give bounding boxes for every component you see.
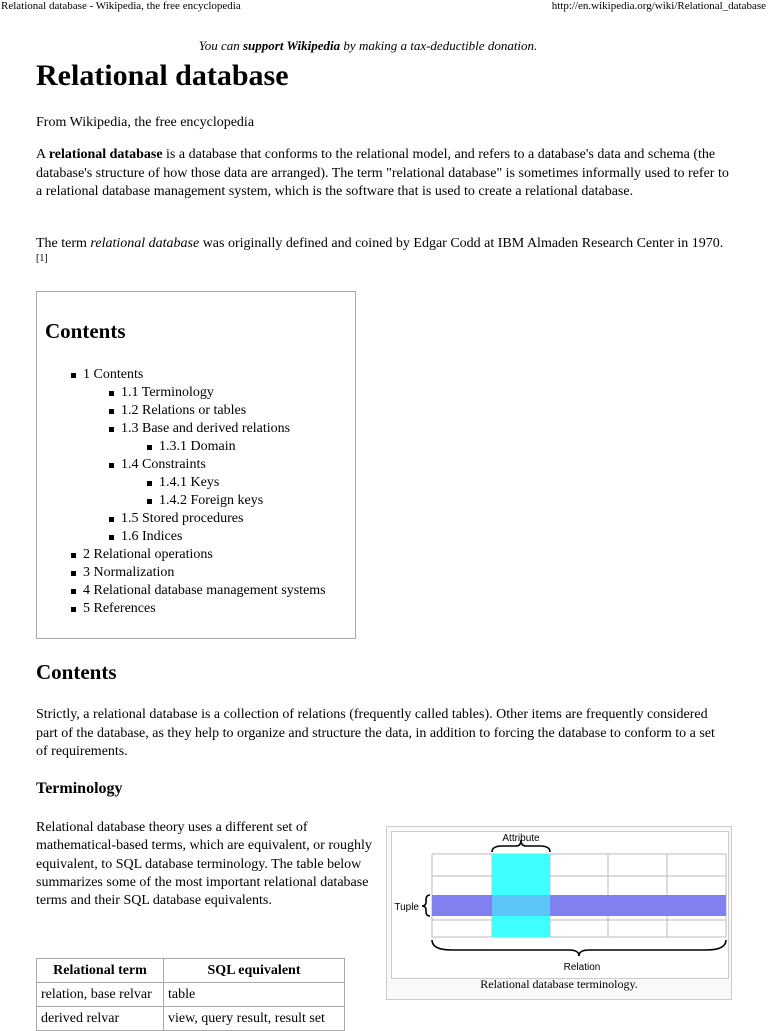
bullet-icon	[109, 463, 114, 468]
attribute-tuple-overlap	[492, 895, 550, 916]
toc-item-label: 1.5 Stored procedures	[121, 511, 244, 526]
reference-link[interactable]: [1]	[36, 252, 48, 264]
bullet-icon	[109, 391, 114, 396]
toc-item-label: 1 Contents	[83, 367, 144, 382]
toc-item-label: 2 Relational operations	[83, 547, 213, 562]
toc-item-label: 1.4.1 Keys	[159, 475, 220, 490]
toc-item-label: 1.4.2 Foreign keys	[159, 493, 264, 508]
print-page-title: Relational database - Wikipedia, the free encyclopedia	[1, 0, 241, 12]
page-title: Relational database	[36, 59, 289, 92]
intro-paragraph-1: A relational database is a database that conforms to the relational model, and refers to a database's data and schema (the database's structure of how those data are arranged). The term "relational database" is sometimes informally used to refer to a relational database management system, which is the software that is used to create a relational database.	[36, 147, 729, 199]
bullet-icon	[109, 517, 114, 522]
term-bold: relational database	[48, 147, 163, 162]
section-contents-paragraph: Strictly, a relational database is a collection of relations (frequently called tables). Other items are frequently considered part of the database, as they help to organize and structure the data, in addition to forcing the database to conform to a set of requirements.	[36, 707, 715, 759]
relation-label: Relation	[563, 962, 601, 973]
relation-diagram	[392, 832, 728, 978]
bullet-icon	[147, 481, 152, 486]
table-row	[37, 1007, 345, 1031]
bullet-icon	[147, 445, 152, 450]
table-of-contents	[36, 291, 356, 639]
figure-caption: Relational database terminology.	[480, 977, 638, 991]
terms-header-sql: SQL equivalent	[164, 959, 345, 983]
toc-item-label: 1.1 Terminology	[121, 385, 214, 400]
figure-image[interactable]	[391, 831, 729, 979]
bullet-icon	[109, 535, 114, 540]
tuple-label: Tuple	[394, 902, 419, 913]
bullet-icon	[71, 571, 76, 576]
tuple-row	[432, 895, 726, 916]
print-header	[0, 0, 768, 14]
table-cell: view, query result, result set	[164, 1007, 345, 1031]
table-cell: table	[164, 983, 345, 1007]
toc-item-label: 5 References	[83, 601, 156, 616]
toc-item-label: 1.2 Relations or tables	[121, 403, 247, 418]
table-row	[37, 983, 345, 1007]
toc-item-label: 1.4 Constraints	[121, 457, 206, 472]
bullet-icon	[109, 427, 114, 432]
toc-item-label: 1.3 Base and derived relations	[121, 421, 291, 436]
terms-header-relational: Relational term	[37, 959, 164, 983]
bullet-icon	[71, 553, 76, 558]
bullet-icon	[147, 499, 152, 504]
tagline: From Wikipedia, the free encyclopedia	[36, 115, 255, 130]
bullet-icon	[71, 373, 76, 378]
toc-item-label: 3 Normalization	[83, 565, 175, 580]
toc-item-label: 1.6 Indices	[121, 529, 183, 544]
support-wikipedia-link[interactable]: support Wikipedia	[243, 38, 341, 53]
terminology-paragraph: Relational database theory uses a different set of mathematical-based terms, which are equivalent, or roughly equivalent, to SQL database terminology. The table below summarizes some of the most important relational database terms and their SQL database equivalents.	[36, 820, 372, 909]
bullet-icon	[71, 607, 76, 612]
site-notice: You can support Wikipedia by making a tax-deductible donation.	[198, 38, 538, 53]
attribute-label: Attribute	[502, 833, 540, 844]
section-heading-contents: Contents	[36, 660, 117, 684]
toc-item-label: 4 Relational database management systems	[83, 583, 326, 598]
section-heading-terminology: Terminology	[36, 780, 123, 797]
bullet-icon	[109, 409, 114, 414]
bullet-icon	[71, 589, 76, 594]
toc-title: Contents	[45, 319, 126, 343]
toc-item-label: 1.3.1 Domain	[159, 439, 236, 454]
intro-paragraph-2: The term relational database was originally defined and coined by Edgar Codd at IBM Almaden Research Center in 1970.[1]	[36, 236, 724, 264]
print-url: http://en.wikipedia.org/wiki/Relational_database	[551, 0, 766, 12]
terminology-figure	[386, 826, 732, 1000]
table-cell: derived relvar	[37, 1007, 164, 1031]
table-cell: relation, base relvar	[37, 983, 164, 1007]
terms-table	[36, 958, 345, 1031]
